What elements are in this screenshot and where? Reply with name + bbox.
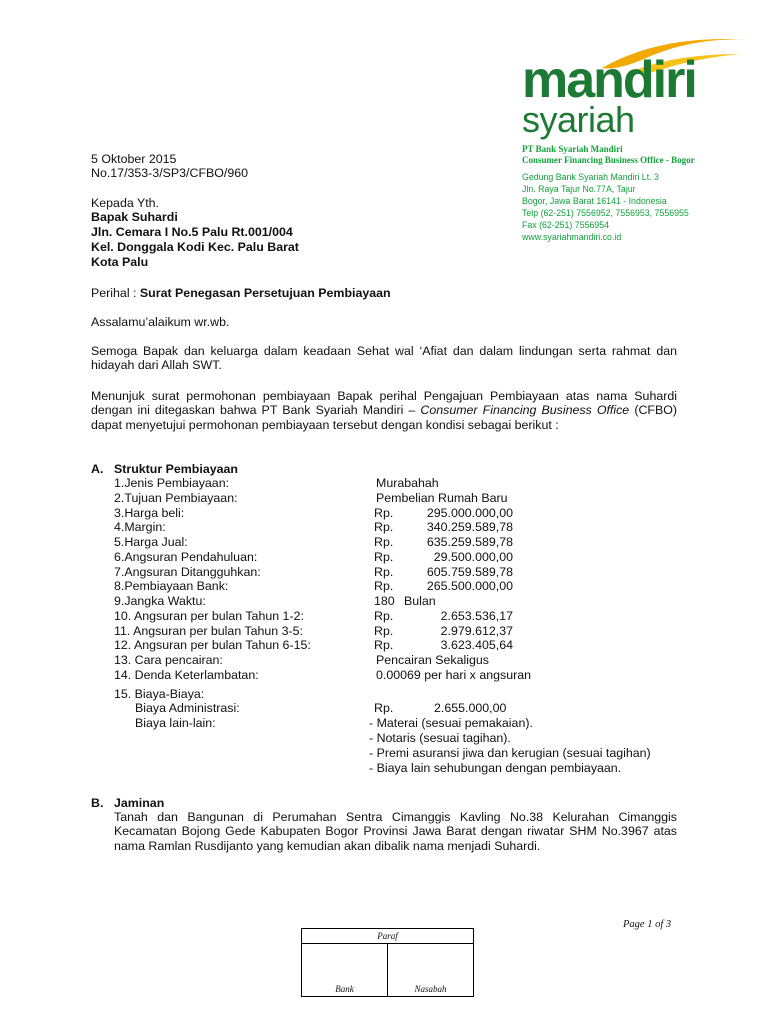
recipient-address: Jln. Cemara I No.5 Palu Rt.001/004 — [91, 225, 293, 239]
structure-currency: Rp. — [374, 505, 394, 520]
structure-currency: 180 — [374, 594, 395, 608]
structure-label: 13. Cara pencairan: — [114, 653, 223, 667]
paraf-nasabah-label: Nasabah — [414, 984, 447, 994]
structure-value: 295.000.000,00 — [426, 505, 513, 520]
section-b-marker: B. — [91, 796, 104, 810]
structure-label: 8.Pembiayaan Bank: — [114, 579, 229, 594]
logo-syariah-text: syariah — [522, 99, 635, 140]
address-line: Jln. Raya Tajur No.77A, Tajur — [522, 184, 636, 194]
intro-text: Menunjuk surat permohonan pembiayaan Bapak perihal Pengajuan Pembiayaan atas nama Suhardi dengan ini ditegaskan bahwa PT Bank Syariah Mandiri – — [91, 389, 677, 418]
section-b-title: Jaminan — [114, 796, 165, 810]
logo-mandiri-text: mandiri — [522, 51, 696, 109]
structure-value: Pembelian Rumah Baru — [376, 490, 508, 505]
structure-label: 4.Margin: — [114, 520, 166, 535]
biaya-admin-currency: Rp. — [374, 701, 394, 715]
address-line: Bogor, Jawa Barat 16141 - Indonesia — [522, 196, 667, 206]
page-number: Page 1 of 3 — [623, 919, 672, 930]
biaya-admin-value: 2.655.000,00 — [434, 701, 507, 715]
structure-value: 0.00069 per hari x angsuran — [376, 667, 531, 682]
structure-value: 605.759.589,78 — [426, 564, 513, 579]
letter-date: 5 Oktober 2015 — [91, 152, 177, 166]
biaya-admin-label: Biaya Administrasi: — [135, 701, 240, 715]
address-line: Gedung Bank Syariah Mandiri Lt. 3 — [522, 172, 659, 182]
structure-value: Pencairan Sekaligus — [376, 653, 489, 667]
subject-line — [91, 286, 391, 301]
structure-currency: Rp. — [374, 579, 394, 594]
fax-line: Fax (62-251) 7556954 — [522, 220, 610, 230]
initials-box — [301, 928, 474, 997]
structure-label: 9.Jangka Waktu: — [114, 594, 206, 608]
structure-value: 635.259.589,78 — [426, 535, 513, 549]
to-label: Kepada Yth. — [91, 196, 159, 210]
structure-currency: Rp. — [374, 638, 394, 653]
structure-value: 2.653.536,17 — [440, 608, 513, 623]
paraf-header: Paraf — [302, 929, 473, 944]
intro-italic-text: Consumer Financing Business Office — [420, 403, 630, 418]
structure-currency: Rp. — [374, 608, 394, 623]
structure-currency: Rp. — [374, 520, 394, 535]
structure-currency: Rp. — [374, 549, 394, 564]
structure-value: 29.500.000,00 — [433, 549, 513, 564]
biaya-lain-item: - Premi asuransi jiwa dan kerugian (sesuai tagihan) — [369, 746, 651, 760]
structure-label: 1.Jenis Pembiayaan: — [114, 476, 230, 490]
recipient-address: Kel. Donggala Kodi Kec. Palu Barat — [91, 240, 299, 254]
structure-value: 265.500.000,00 — [426, 579, 513, 594]
structure-label: 10. Angsuran per bulan Tahun 1-2: — [114, 608, 304, 623]
company-name: PT Bank Syariah Mandiri — [522, 144, 623, 154]
structure-label: 14. Denda Keterlambatan: — [114, 667, 259, 682]
structure-value: Murabahah — [376, 476, 439, 490]
intro-text-end: (CFBO) dapat menyetujui permohonan pembiayaan tersebut dengan kondisi sebagai berikut : — [91, 403, 677, 432]
structure-label: 6.Angsuran Pendahuluan: — [114, 549, 258, 564]
division-name: Consumer Financing Business Office - Bogor — [522, 155, 695, 165]
letter-number: No.17/353-3/SP3/CFBO/960 — [91, 166, 249, 180]
structure-currency: Rp. — [374, 535, 394, 549]
website-link[interactable]: www.syariahmandiri.co.id — [522, 232, 622, 242]
paraf-bank-label: Bank — [335, 984, 354, 994]
biaya-lain-item: - Notaris (sesuai tagihan). — [369, 731, 511, 745]
phone-line: Telp (62-251) 7556952, 7556953, 7556955 — [522, 208, 689, 218]
structure-label: 11. Angsuran per bulan Tahun 3-5: — [114, 623, 303, 638]
recipient-city: Kota Palu — [91, 255, 149, 269]
structure-currency: Rp. — [374, 623, 394, 638]
structure-label: 7.Angsuran Ditangguhkan: — [114, 564, 261, 579]
section-a-title: Struktur Pembiayaan — [114, 462, 238, 476]
biaya-lain-item: - Biaya lain sehubungan dengan pembiayaan. — [369, 761, 622, 775]
structure-value: 340.259.589,78 — [426, 520, 513, 535]
subject-label: Perihal : — [91, 286, 137, 300]
collateral-text: Tanah dan Bangunan di Perumahan Sentra Cimanggis Kavling No.38 Kelurahan Cimanggis Kecamatan Bojong Gede Kabupaten Bogor Provinsi Jawa Barat dengan riwatar SHM No.3967 atas nama Ramlan Rusdijanto yang kemudian akan dibalik nama menjadi Suhardi. — [114, 810, 677, 853]
structure-value: 3.623.405,64 — [440, 638, 513, 653]
structure-label: 2.Tujuan Pembiayaan: — [114, 490, 238, 505]
biaya-lain-label: Biaya lain-lain: — [135, 716, 216, 730]
structure-label: 5.Harga Jual: — [114, 535, 188, 549]
biaya-title: 15. Biaya-Biaya: — [114, 687, 205, 701]
greeting: Assalamu’alaikum wr.wb. — [91, 315, 230, 329]
section-a-marker: A. — [91, 462, 104, 476]
structure-label: 3.Harga beli: — [114, 505, 185, 520]
structure-currency: Rp. — [374, 564, 394, 579]
paragraph-intro — [91, 389, 677, 432]
subject-text: Surat Penegasan Persetujuan Pembiayaan — [139, 286, 391, 300]
recipient-name: Bapak Suhardi — [91, 210, 178, 224]
structure-value: Bulan — [404, 594, 436, 608]
biaya-lain-item: - Materai (sesuai pemakaian). — [369, 716, 533, 730]
structure-label: 12. Angsuran per bulan Tahun 6-15: — [114, 638, 311, 653]
structure-value: 2.979.612,37 — [440, 623, 513, 638]
paragraph-opening: Semoga Bapak dan keluarga dalam keadaan Sehat wal ‘Afiat dan dalam lindungan serta rahmat dan hidayah dari Allah SWT. — [91, 344, 677, 373]
